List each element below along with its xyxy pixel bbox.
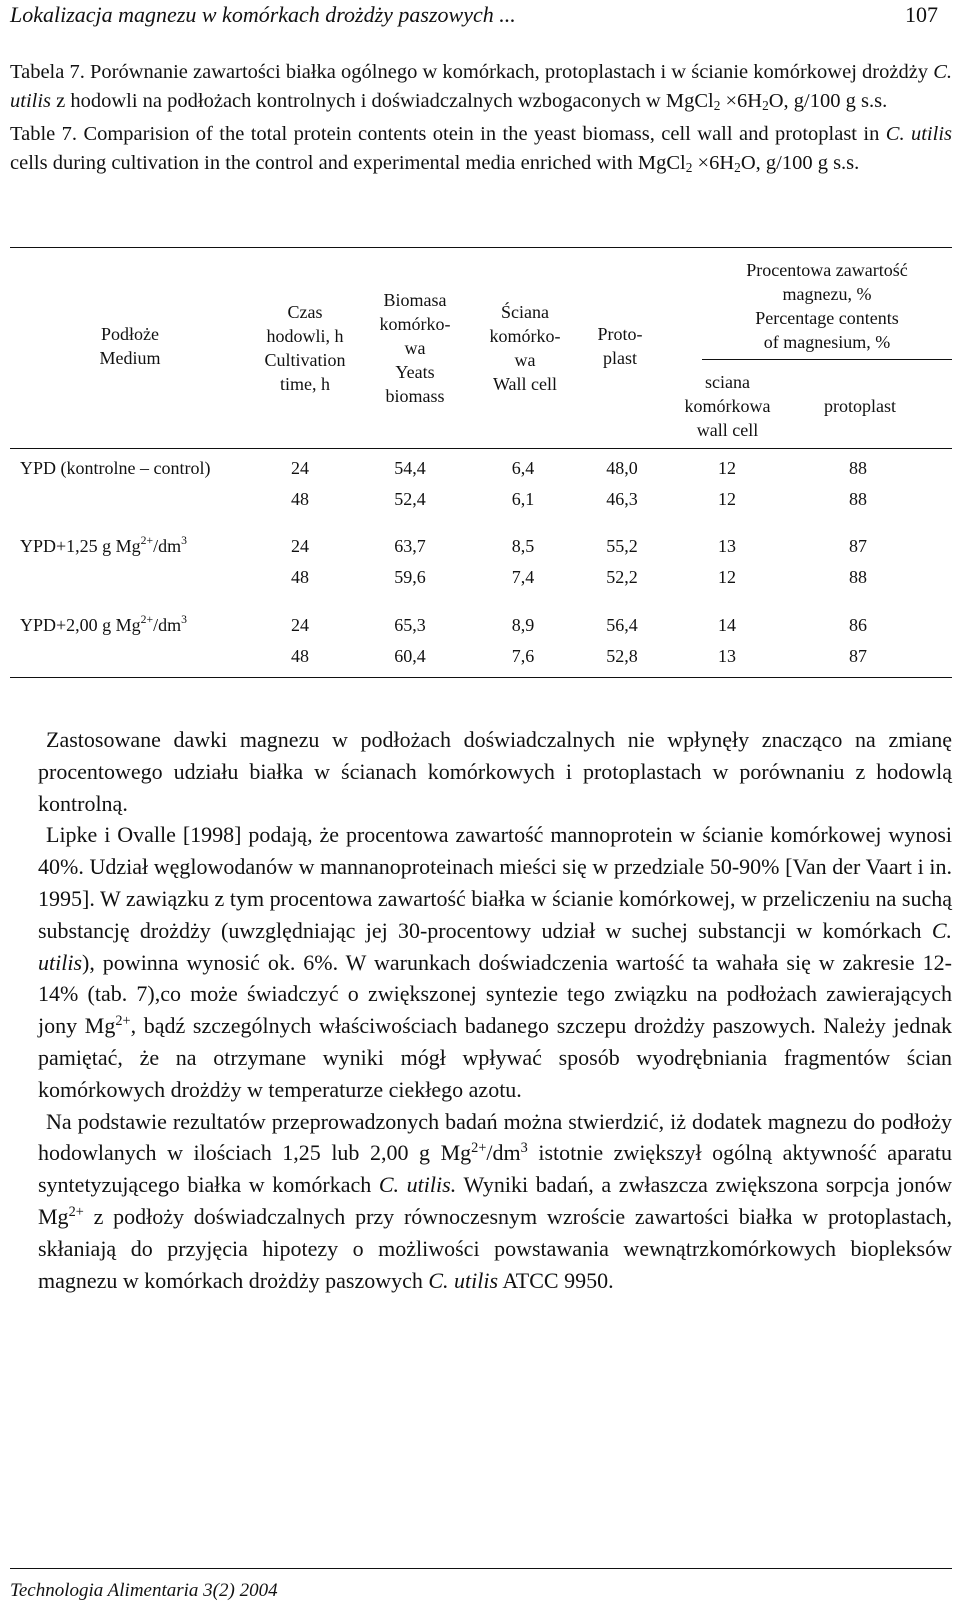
body-text bbox=[38, 724, 952, 1296]
cell-wall: 6,1 bbox=[511, 489, 535, 509]
cell-time: 48 bbox=[291, 489, 309, 509]
header-medium: Podłoże Medium bbox=[99, 324, 161, 368]
cell-wall: 6,4 bbox=[511, 458, 535, 478]
cell-wall: 8,9 bbox=[511, 615, 535, 635]
cell-protoplast: 52,8 bbox=[606, 646, 638, 666]
header-protoplast: Proto- plast bbox=[597, 324, 643, 368]
cell-wall: 8,5 bbox=[511, 536, 535, 556]
cell-mg-wall: 13 bbox=[718, 646, 736, 666]
cell-biomass: 59,6 bbox=[394, 567, 426, 587]
cell-wall: 7,6 bbox=[511, 646, 535, 666]
cell-time: 48 bbox=[291, 646, 309, 666]
header-sub-rule bbox=[702, 359, 952, 360]
cell-mg-protoplast: 87 bbox=[849, 646, 867, 666]
caption-polish: Tabela 7. Porównanie zawartości białka ogólnego w komórkach, protoplastach i w ścianie komórkowej drożdży C. utilis z hodowli na podłożach kontrolnych i doświadczalnych wzbogaconych w MgCl$_2$ $\times 6H_2O$, g/100 g s.s. bbox=[10, 61, 952, 113]
cell-mg-protoplast: 87 bbox=[849, 536, 867, 556]
cell-biomass: 52,4 bbox=[394, 489, 426, 509]
paragraph-1: Zastosowane dawki magnezu w podłożach doświadczalnych nie wpłynęły znacząco na zmianę procentowego udziału białka w ścianach komórkowych i protoplastach w porównaniu z hodowlą kontrolną. bbox=[38, 727, 952, 816]
cell-protoplast: 48,0 bbox=[606, 458, 638, 478]
table-top-rule bbox=[10, 247, 952, 248]
cell-mg-protoplast: 88 bbox=[849, 567, 867, 587]
cell-biomass: 60,4 bbox=[394, 646, 426, 666]
page-number: 107 bbox=[905, 2, 938, 27]
header-bottom-rule bbox=[10, 448, 952, 449]
header-biomass: Biomasa komórko- wa Yeats biomass bbox=[379, 290, 451, 406]
header-cell-wall: Ściana komórko- wa Wall cell bbox=[489, 302, 561, 394]
cell-time: 48 bbox=[291, 567, 309, 587]
cell-wall: 7,4 bbox=[511, 567, 535, 587]
cell-time: 24 bbox=[291, 458, 309, 478]
header-mg-cell-wall: sciana komórkowa wall cell bbox=[684, 372, 771, 440]
cell-mg-wall: 13 bbox=[718, 536, 736, 556]
group-label-mg-125: YPD+1,25 g $Mg^{2+}/dm^3$ bbox=[20, 534, 187, 556]
cell-mg-wall: 12 bbox=[718, 458, 736, 478]
paragraph-3: Na podstawie rezultatów przeprowadzonych badań można stwierdzić, iż dodatek magnezu do podłoży hodowlanych w ilościach 1,25 lub 2,00 g $Mg^{2+}/dm^3$ istotnie zwiększył ogólną aktywność aparatu syntetyzującego białka w komórkach C. utilis. Wyniki badań, a zwłaszcza zwiększona sorpcja jonów $Mg^{2+}$ z podłoży doświadczalnych przy równoczesnym wzroście zawartości białka w protoplastach, skłaniają do przyjęcia hipotezy o możliwości powstawania wewnątrzkomórkowych biopleksów magnezu w komórkach drożdży paszowych C. utilis ATCC 9950. bbox=[38, 1108, 952, 1293]
header-mg-protoplast: protoplast bbox=[824, 396, 896, 416]
cell-mg-protoplast: 88 bbox=[849, 489, 867, 509]
running-title: Lokalizacja magnezu w komórkach drożdży paszowych ... bbox=[10, 2, 516, 27]
cell-mg-protoplast: 88 bbox=[849, 458, 867, 478]
header-magnesium: Procentowa zawartość magnezu, % Percentage contents of magnesium, % bbox=[746, 260, 908, 352]
group-label-mg-200: YPD+2,00 g $Mg^{2+}/dm^3$ bbox=[20, 613, 187, 635]
cell-protoplast: 52,2 bbox=[606, 567, 638, 587]
cell-time: 24 bbox=[291, 536, 309, 556]
cell-biomass: 63,7 bbox=[394, 536, 426, 556]
cell-mg-wall: 14 bbox=[718, 615, 736, 635]
cell-biomass: 65,3 bbox=[394, 615, 426, 635]
footer-rule bbox=[10, 1568, 952, 1569]
cell-protoplast: 55,2 bbox=[606, 536, 638, 556]
cell-time: 24 bbox=[291, 615, 309, 635]
table-caption bbox=[10, 58, 952, 182]
cell-biomass: 54,4 bbox=[394, 458, 426, 478]
cell-protoplast: 56,4 bbox=[606, 615, 638, 635]
cell-mg-wall: 12 bbox=[718, 489, 736, 509]
running-header bbox=[10, 2, 952, 28]
group-label-control: YPD (kontrolne – control) bbox=[20, 458, 211, 478]
table-bottom-rule bbox=[10, 677, 952, 678]
cell-protoplast: 46,3 bbox=[606, 489, 638, 509]
header-time: Czas hodowli, h Cultivation time, h bbox=[264, 302, 346, 394]
paragraph-2: Lipke i Ovalle [1998] podają, że procentowa zawartość mannoprotein w ścianie komórkowej wynosi 40%. Udział węglowodanów w mannanoproteinach mieści się w przedziale 50-90% [Van der Vaart i in. 1995]. W zawiązku z tym procentowa zawartość białka w ścianie komórkowej, w przeliczeniu na suchą substancję drożdży (uwzględniając jej 30-procentowy udział w suchej substancji w komórkach C. utilis), powinna wynosić ok. 6%. W warunkach doświadczenia wartość ta wahała się w zakresie 12-14% (tab. 7),co może świadczyć o zwiększonej syntezie tego związku na podłożach zawierających jony $Mg^{2+}$, bądź szczególnych właściwościach badanego szczepu drożdży paszowych. Należy jednak pamiętać, że na otrzymane wyniki mógł wpływać sposób wyodrębniania fragmentów ścian komórkowych drożdży w temperaturze ciekłego azotu. bbox=[38, 822, 952, 1102]
journal-footer: Technologia Alimentaria 3(2) 2004 bbox=[10, 1580, 278, 1601]
cell-mg-protoplast: 86 bbox=[849, 615, 867, 635]
caption-english: Table 7. Comparision of the total protein contents otein in the yeast biomass, cell wall and protoplast in C. utilis cells during cultivation in the control and experimental media enriched with MgCl$_2$ $\times 6H_2O$, g/100 g s.s. bbox=[10, 123, 952, 175]
cell-mg-wall: 12 bbox=[718, 567, 736, 587]
